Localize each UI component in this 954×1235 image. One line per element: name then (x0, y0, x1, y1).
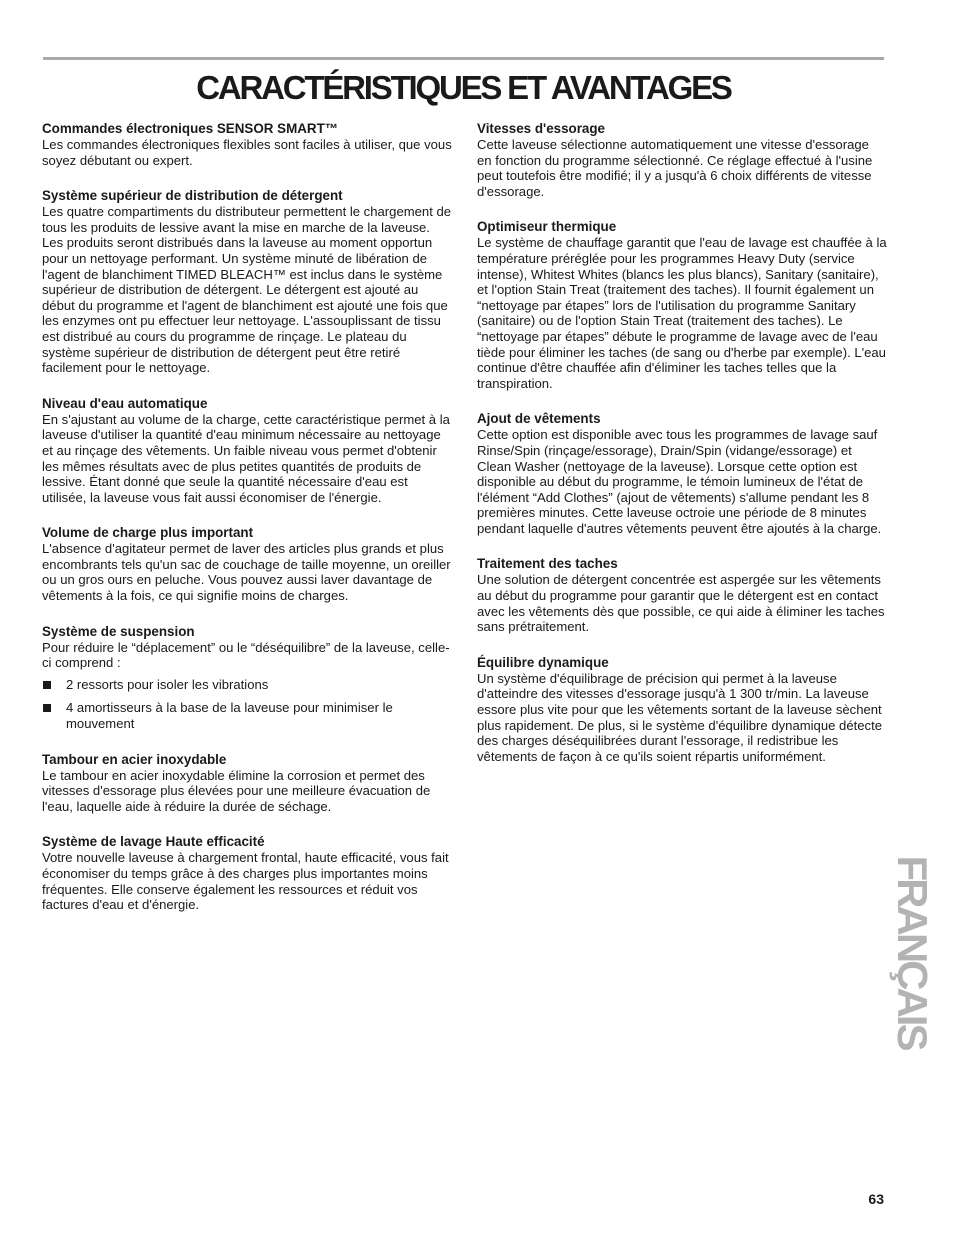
section-stainless-drum (42, 751, 452, 815)
list-item (42, 677, 452, 693)
section-text: Cette option est disponible avec tous les programmes de lavage sauf Rinse/Spin (rinçage/essorage), Drain/Spin (vidange/essorage) et Clean Washer (nettoyage de la laveuse). Lorsque cette option est disponible au début du programme, le témoin lumineux de l'état de l'élément “Add Clothes” (ajout de vêtements) s'allume pendant les 8 premières minutes. Cette laveuse octroie une période de 8 minutes pendant laquelle d'autres vêtements peuvent être ajoutés à la charge. (477, 427, 882, 536)
section-heading: Équilibre dynamique (477, 654, 609, 670)
left-column (42, 120, 452, 932)
section-text: Les commandes électroniques flexibles sont faciles à utiliser, que vous soyez débutant ou expert. (42, 137, 452, 168)
section-text: Les quatre compartiments du distributeur permettent le chargement de tous les produits de lessive avant la mise en marche de la laveuse. Les produits seront distribués dans la laveuse au moment opportun pour un nettoyage performant. Un système minuté de libération de l'agent de blanchiment TIMED BLEACH™ est inclus dans le système supérieur de distribution de détergent. Le détergent est ajouté au début du programme et l'agent de blanchiment est ajouté une fois que les enzymes ont pu effectuer leur nettoyage. L'assouplissant de tissu est distribué au cours du programme de rinçage. Le plateau du système supérieur de distribution de détergent peut être retiré facilement pour le nettoyage. (42, 204, 452, 376)
list-item-text: 4 amortisseurs à la base de la laveuse pour minimiser le mouvement (66, 700, 393, 732)
section-text: Une solution de détergent concentrée est aspergée sur les vêtements au début du programme pour garantir que le détergent est en contact avec les vêtements dès que possible, ce qui aide à éliminer les taches sans prétraitement. (477, 572, 885, 635)
section-heading: Tambour en acier inoxydable (42, 751, 227, 767)
page-title: CARACTÉRISTIQUES ET AVANTAGES (196, 69, 731, 106)
section-heading: Traitement des taches (477, 556, 618, 572)
section-detergent-dispenser (42, 187, 452, 376)
section-heading: Système supérieur de distribution de détergent (42, 188, 343, 204)
section-spin-speeds (477, 120, 887, 199)
section-text: Votre nouvelle laveuse à chargement frontal, haute efficacité, vous fait économiser du temps grâce à des charges plus importantes moins fréquentes. Elle conserve également les ressources et réduit vos factures d'eau et d'énergie. (42, 850, 449, 913)
bullet-list (42, 677, 452, 732)
section-text: En s'ajustant au volume de la charge, cette caractéristique permet à la laveuse d'utiliser la quantité d'eau minimum nécessaire au nettoyage et au rinçage des vêtements. Un faible niveau vous permet d'obtenir les mêmes résultats avec de plus petites quantités de produits de lessive. Étant donné que seule la quantité nécessaire d'eau est utilisée, la laveuse vous fait aussi économiser de l'énergie. (42, 411, 450, 505)
section-load-volume (42, 524, 452, 603)
section-text: Un système d'équilibrage de précision qui permet à la laveuse d'atteindre des vitesses d'essorage jusqu'à 1 300 tr/min. La laveuse essore plus vite pour que les vêtements sortant de la laveuse sèchent plus rapidement. De plus, si le système d'équilibre dynamique détecte des charges déséquilibrées durant l'essorage, il redistribue les vêtements de façon à ce qu'ils soient répartis uniformément. (477, 670, 882, 764)
section-heading: Commandes électroniques SENSOR SMART™ (42, 121, 339, 136)
square-bullet-icon (43, 704, 51, 712)
list-item-text: 2 ressorts pour isoler les vibrations (66, 676, 269, 692)
section-text: L'absence d'agitateur permet de laver des articles plus grands et plus encombrants tels qu'un sac de couchage de taille moyenne, un oreiller ou un gros ours en peluche. Vous pouvez aussi laver davantage de vêtements à la fois, ce qui signifie moins de charges. (42, 541, 451, 604)
section-add-clothes (477, 410, 887, 536)
section-heading: Système de suspension (42, 623, 195, 639)
section-text: Le tambour en acier inoxydable élimine la corrosion et permet des vitesses d'essorage plus élevées pour une meilleure évacuation de l'eau, laquelle aide à réduire la durée de séchage. (42, 767, 431, 814)
section-heading: Ajout de vêtements (477, 411, 601, 427)
section-high-efficiency (42, 833, 452, 912)
section-water-level (42, 395, 452, 506)
section-heading: Système de lavage Haute efficacité (42, 834, 265, 850)
section-text: Le système de chauffage garantit que l'eau de lavage est chauffée à la température préréglée pour les programmes Heavy Duty (service intense), Whitest Whites (blancs les plus blancs), Sanitary (sanitaire), et l'option Stain Treat (traitement des taches). Il fournit également un “nettoyage par étapes” lors de l'utilisation du programme Sanitary (sanitaire) ou de l'option Stain Treat (traitement des taches). Le “nettoyage par étapes” débute le programme de lavage avec de l'eau tiède pour éliminer les taches (de sang ou d'herbe par exemple). L'eau continue d'être chauffée afin d'éliminer les taches telles que la transpiration. (477, 235, 887, 391)
language-side-label: FRANÇAIS (889, 855, 936, 1049)
list-item (42, 700, 452, 731)
section-text: Cette laveuse sélectionne automatiquement une vitesse d'essorage en fonction du programme sélectionné. Ce réglage effectué à l'usine peut toutefois être modifié; il y a jusqu'à 6 choix différents de vitesse d'essorage. (477, 137, 873, 199)
section-heading: Optimiseur thermique (477, 219, 617, 235)
section-dynamic-balance (477, 654, 887, 765)
section-suspension (42, 623, 452, 732)
section-text: Pour réduire le “déplacement” ou le “déséquilibre” de la laveuse, celle-ci comprend : (42, 639, 450, 671)
page-number: 63 (868, 1191, 884, 1207)
section-thermal-optimizer (477, 218, 887, 391)
section-heading: Vitesses d'essorage (477, 121, 605, 136)
section-sensor-smart (42, 120, 452, 168)
right-column (477, 120, 887, 783)
section-stain-treat (477, 555, 887, 634)
section-heading: Niveau d'eau automatique (42, 395, 208, 411)
top-rule (43, 57, 884, 60)
section-heading: Volume de charge plus important (42, 525, 254, 541)
square-bullet-icon (43, 681, 51, 689)
